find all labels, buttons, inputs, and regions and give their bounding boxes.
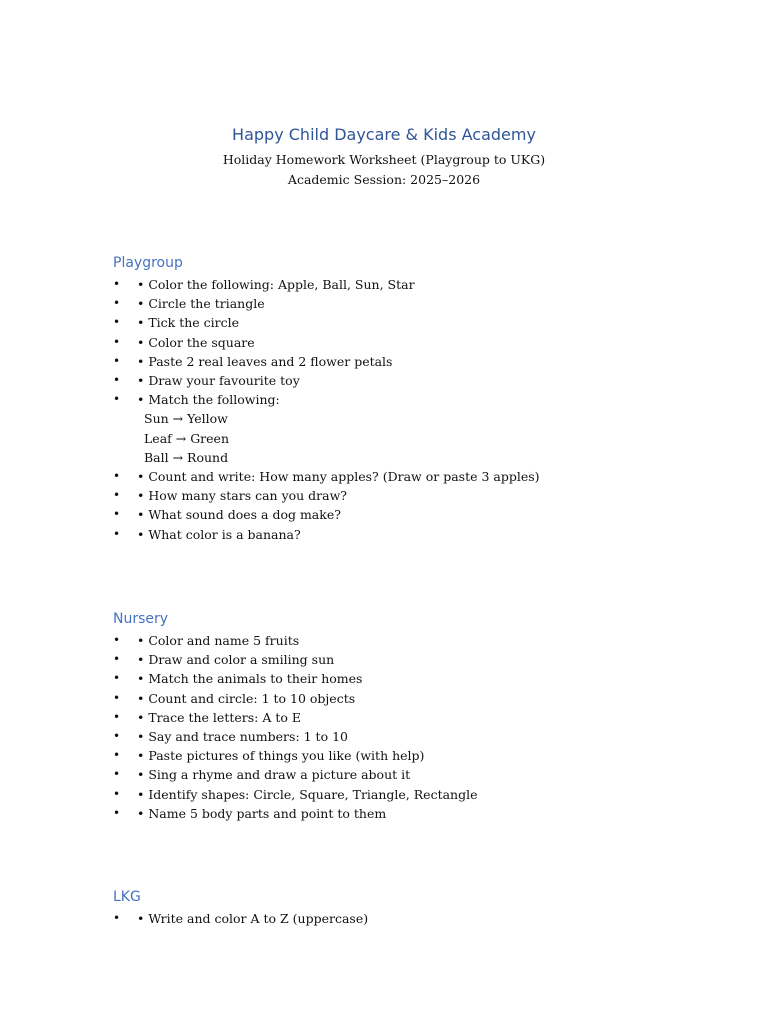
section-playgroup — [113, 253, 733, 544]
list-item — [113, 486, 733, 505]
list-item — [113, 631, 733, 650]
bullet-icon: • — [113, 652, 121, 667]
list-item — [113, 708, 733, 727]
match-pair: Ball → Round — [144, 449, 229, 465]
playgroup-list — [113, 275, 733, 544]
list-item — [113, 294, 733, 313]
list-item-text: • How many stars can you draw? — [137, 488, 348, 504]
section-title-lkg: LKG — [113, 889, 141, 905]
section-nursery — [113, 609, 733, 823]
bullet-icon: • — [113, 507, 121, 522]
list-item — [113, 467, 733, 486]
list-item-text: • Draw and color a smiling sun — [137, 652, 335, 668]
bullet-icon: • — [113, 805, 121, 820]
bullet-icon: • — [113, 911, 121, 925]
list-item-text: • Draw your favourite toy — [137, 373, 300, 389]
bullet-icon: • — [113, 690, 121, 705]
list-item-text: • Name 5 body parts and point to them — [137, 805, 387, 821]
bullet-icon: • — [113, 353, 121, 368]
bullet-icon: • — [113, 671, 121, 686]
list-item — [113, 689, 733, 708]
list-item — [113, 909, 733, 928]
list-item-text: • Count and circle: 1 to 10 objects — [137, 690, 356, 706]
nursery-list — [113, 631, 733, 823]
list-item — [113, 275, 733, 294]
school-title: Happy Child Daycare & Kids Academy — [232, 125, 536, 144]
match-pair: Leaf → Green — [144, 430, 230, 446]
list-item — [113, 352, 733, 371]
section-lkg — [113, 887, 733, 928]
academic-session: Academic Session: 2025–2026 — [287, 172, 481, 187]
bullet-icon: • — [113, 488, 121, 503]
list-item-text: • Paste pictures of things you like (with help) — [137, 748, 425, 764]
worksheet-subtitle: Holiday Homework Worksheet (Playgroup to UKG) — [222, 152, 546, 167]
bullet-icon: • — [113, 373, 121, 388]
list-item-text: • What sound does a dog make? — [137, 507, 341, 523]
list-item-text: • Match the following: — [137, 392, 280, 408]
bullet-icon: • — [113, 729, 121, 744]
match-pair: Sun → Yellow — [144, 411, 228, 427]
bullet-icon: • — [113, 296, 121, 311]
worksheet-header — [0, 124, 768, 190]
bullet-icon: • — [113, 334, 121, 349]
bullet-icon: • — [113, 709, 121, 724]
bullet-icon: • — [113, 748, 121, 763]
list-item-text: • Trace the letters: A to E — [137, 709, 301, 725]
list-item-text: • Color and name 5 fruits — [137, 633, 300, 648]
list-item — [113, 785, 733, 804]
list-item — [113, 313, 733, 332]
list-item-text: • Color the square — [137, 334, 255, 350]
bullet-icon: • — [113, 767, 121, 782]
list-item-text: • Identify shapes: Circle, Square, Triangle, Rectangle — [137, 786, 478, 802]
match-pairs — [137, 409, 733, 467]
list-item — [113, 765, 733, 784]
bullet-icon: • — [113, 469, 121, 484]
list-item-text: • Paste 2 real leaves and 2 flower petals — [137, 353, 393, 369]
bullet-icon: • — [113, 277, 121, 291]
list-item-text: • What color is a banana? — [137, 526, 301, 542]
list-item — [113, 371, 733, 390]
bullet-icon: • — [113, 315, 121, 330]
list-item — [113, 505, 733, 524]
bullet-icon: • — [113, 786, 121, 801]
list-item-text: • Color the following: Apple, Ball, Sun, Star — [137, 277, 415, 292]
bullet-icon: • — [113, 392, 121, 407]
list-item-text: • Say and trace numbers: 1 to 10 — [137, 729, 348, 745]
list-item — [113, 669, 733, 688]
list-item-text: • Match the animals to their homes — [137, 671, 363, 687]
list-item-text: • Circle the triangle — [137, 296, 265, 312]
bullet-icon: • — [113, 526, 121, 541]
list-item-text: • Tick the circle — [137, 315, 240, 331]
list-item-text: • Write and color A to Z (uppercase) — [137, 911, 369, 926]
bullet-icon: • — [113, 633, 121, 647]
list-item — [113, 746, 733, 765]
list-item — [113, 333, 733, 352]
list-item-text: • Count and write: How many apples? (Draw or paste 3 apples) — [137, 469, 540, 485]
list-item — [113, 650, 733, 669]
section-title-playgroup: Playgroup — [113, 255, 183, 271]
list-item — [113, 390, 733, 467]
section-title-nursery: Nursery — [113, 611, 169, 627]
list-item-text: • Sing a rhyme and draw a picture about it — [137, 767, 411, 783]
list-item — [113, 525, 733, 544]
list-item — [113, 804, 733, 823]
list-item — [113, 727, 733, 746]
lkg-list — [113, 909, 733, 928]
